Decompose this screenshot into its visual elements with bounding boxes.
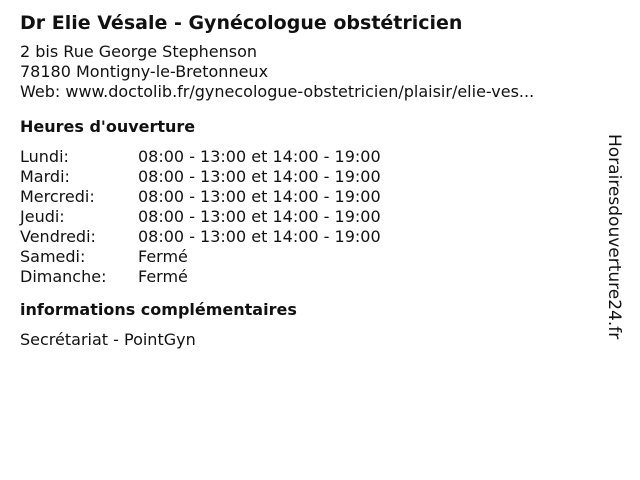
additional-info-text: Secrétariat - PointGyn [20,330,196,349]
day-hours: 08:00 - 13:00 et 14:00 - 19:00 [138,147,381,166]
opening-hours-heading: Heures d'ouverture [20,117,196,136]
hours-row-wednesday [20,187,600,207]
day-label: Mardi: [20,167,70,186]
address-block [20,42,600,102]
hours-row-sunday [20,267,600,287]
hours-row-monday [20,147,600,167]
day-label: Jeudi: [20,207,65,226]
website-link[interactable]: Web: www.doctolib.fr/gynecologue-obstetricien/plaisir/elie-ves... [20,82,535,101]
day-label: Dimanche: [20,267,107,286]
business-card [20,10,600,350]
day-hours: Fermé [138,247,188,266]
address-city: 78180 Montigny-le-Bretonneux [20,62,269,81]
hours-row-friday [20,227,600,247]
day-hours: 08:00 - 13:00 et 14:00 - 19:00 [138,227,381,246]
day-hours: Fermé [138,267,188,286]
opening-hours-table [20,147,600,287]
hours-row-tuesday [20,167,600,187]
address-street: 2 bis Rue George Stephenson [20,42,257,61]
additional-info-heading: informations complémentaires [20,300,297,319]
day-hours: 08:00 - 13:00 et 14:00 - 19:00 [138,207,381,226]
day-label: Lundi: [20,147,69,166]
day-label: Samedi: [20,247,86,266]
hours-row-saturday [20,247,600,267]
day-label: Mercredi: [20,187,95,206]
day-label: Vendredi: [20,227,96,246]
day-hours: 08:00 - 13:00 et 14:00 - 19:00 [138,167,381,186]
hours-row-thursday [20,207,600,227]
page-title: Dr Elie Vésale - Gynécologue obstétricien [20,12,463,34]
day-hours: 08:00 - 13:00 et 14:00 - 19:00 [138,187,381,206]
brand-watermark: Horairesdouverture24.fr [604,134,624,340]
